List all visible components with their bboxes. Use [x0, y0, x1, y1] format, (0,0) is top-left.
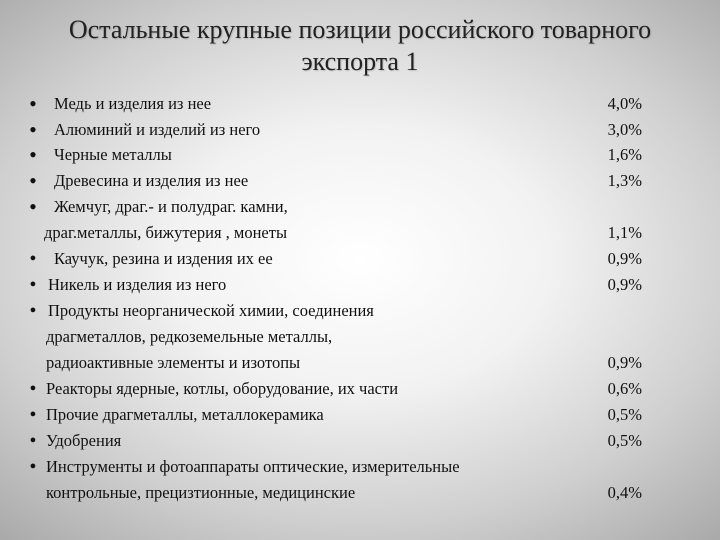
bullet-icon: ● — [29, 382, 37, 394]
bullet-icon: ● — [29, 408, 37, 420]
bullet-icon: ● — [29, 252, 37, 264]
bullet-icon: • — [29, 168, 37, 193]
item-label: Жемчуг, драг.- и полудраг. камни, — [54, 197, 288, 216]
list-item — [0, 194, 720, 219]
item-label: Каучук, резина и издения их ее — [54, 249, 273, 268]
item-value: 1,3% — [607, 171, 642, 190]
item-value: 3,0% — [607, 120, 642, 139]
item-value: 0,5% — [607, 405, 642, 424]
list-item — [0, 402, 720, 427]
item-value: 0,4% — [607, 483, 642, 502]
item-label: Прочие драгметаллы, металлокерамика — [46, 405, 324, 424]
list-item — [0, 454, 720, 479]
item-value: 0,5% — [607, 431, 642, 450]
list-item — [0, 376, 720, 401]
list-item — [0, 272, 720, 297]
item-label: Алюминий и изделий из него — [54, 120, 261, 139]
item-value: 0,6% — [607, 379, 642, 398]
list-item — [0, 298, 720, 323]
item-label-continuation: драгметаллов, редкоземельные металлы, — [46, 327, 333, 346]
list-item — [0, 117, 720, 142]
item-label: Реакторы ядерные, котлы, оборудование, их части — [46, 379, 399, 398]
item-label: Удобрения — [46, 431, 122, 450]
list-item-continuation — [0, 350, 720, 375]
bullet-icon: • — [29, 142, 37, 167]
list-item-continuation — [0, 220, 720, 245]
item-value: 0,9% — [607, 353, 642, 372]
item-label: Инструменты и фотоаппараты оптические, измерительные — [46, 457, 460, 476]
item-label-continuation: драг.металлы, бижутерия , монеты — [44, 223, 288, 242]
bullet-icon: • — [29, 194, 37, 219]
item-label-continuation: контрольные, прецизтионные, медицинские — [46, 483, 356, 502]
list-item — [0, 246, 720, 271]
item-label: Никель и изделия из него — [48, 275, 227, 294]
list-item-continuation — [0, 324, 720, 349]
item-label-continuation: радиоактивные элементы и изотопы — [46, 353, 301, 372]
list-item-continuation — [0, 480, 720, 505]
bullet-icon: • — [29, 117, 37, 142]
item-value: 4,0% — [607, 94, 642, 113]
slide-title-line-1: Остальные крупные позиции российского товарного — [68, 15, 652, 44]
item-value: 1,1% — [607, 223, 642, 242]
list-item — [0, 428, 720, 453]
item-label: Черные металлы — [54, 145, 172, 164]
list-item — [0, 142, 720, 167]
bullet-icon: ● — [29, 304, 37, 316]
list-item — [0, 168, 720, 193]
item-label: Медь и изделия из нее — [54, 94, 212, 113]
item-label: Продукты неорганической химии, соединения — [48, 301, 374, 320]
bullet-icon: ● — [29, 460, 37, 472]
bullet-icon: ● — [29, 434, 37, 446]
list-item — [0, 91, 720, 116]
item-label: Древесина и изделия из нее — [54, 171, 249, 190]
slide-title-line-2: экспорта 1 — [301, 47, 419, 76]
bullet-icon: ● — [29, 278, 37, 290]
bullet-icon: • — [29, 91, 37, 116]
item-value: 0,9% — [607, 249, 642, 268]
item-value: 0,9% — [607, 275, 642, 294]
item-value: 1,6% — [607, 145, 642, 164]
